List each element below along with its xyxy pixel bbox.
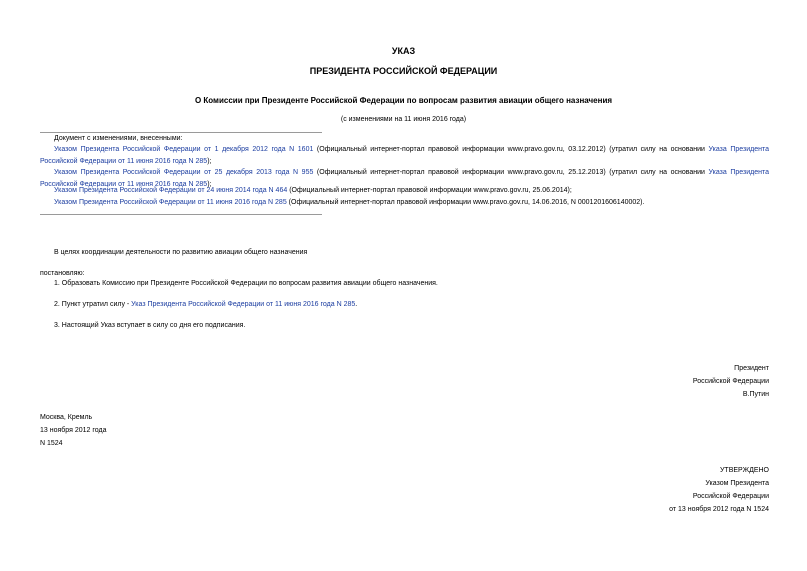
doc-issuer: ПРЕЗИДЕНТА РОССИЙСКОЙ ФЕДЕРАЦИИ xyxy=(309,66,498,76)
amendment-link[interactable]: Указом Президента Российской Федерации от 11 июня 2016 года N 285 xyxy=(54,199,287,206)
signature-line-3: В.Путин xyxy=(742,391,769,398)
amendment-item: Указом Президента Российской Федерации от 11 июня 2016 года N 285 (Официальный интернет-портал правовой информации www.pravo.gov.ru, 14.06.2016, N 0001201606140002). xyxy=(54,199,645,206)
signature-block xyxy=(693,362,769,401)
resolve-word: постановляю: xyxy=(40,270,85,277)
place-date: 13 ноября 2012 года xyxy=(40,427,107,434)
approval-line-4: от 13 ноября 2012 года N 1524 xyxy=(669,506,769,513)
doc-title: УКАЗ xyxy=(391,46,416,56)
paragraph-2: 2. Пункт утратил силу - Указ Президента Российской Федерации от 11 июня 2016 года N 285. xyxy=(54,301,358,308)
amendment-link[interactable]: Указом Президента Российской Федерации от 25 декабря 2013 года N 955 xyxy=(54,169,314,176)
signature-line-2: Российской Федерации xyxy=(692,378,769,385)
amendment-link[interactable]: Указом Президента Российской Федерации от 24 июня 2014 года N 464 xyxy=(54,187,288,194)
doc-subject: О Комиссии при Президенте Российской Федерации по вопросам развития авиации общего назначения xyxy=(194,96,613,105)
amendment-repeal-link[interactable]: Указа Президента Российской Федерации от 11 июня 2016 года N 285 xyxy=(40,169,769,188)
amendment-item: Указом Президента Российской Федерации от 24 июня 2014 года N 464 (Официальный интернет-портал правовой информации www.pravo.gov.ru, 25.06.2014); xyxy=(54,187,572,194)
signature-line-1: Президент xyxy=(734,365,769,372)
amendment-link[interactable]: Указом Президента Российской Федерации от 1 декабря 2012 года N 1601 xyxy=(54,146,314,153)
amendments-header: Документ с изменениями, внесенными: xyxy=(54,135,183,142)
preamble: В целях координации деятельности по развитию авиации общего назначения xyxy=(54,249,308,256)
amendment-repeal-link[interactable]: Указа Президента Российской Федерации от 11 июня 2016 года N 285 xyxy=(40,146,769,165)
place-number: N 1524 xyxy=(40,440,63,447)
amendment-item: Указом Президента Российской Федерации от 1 декабря 2012 года N 1601 (Официальный интернет-портал правовой информации www.pravo.gov.ru, 03.12.2012) (утратил силу на основании Указа Президента Российской Федерации от 11 июня 2016 года N 285); xyxy=(40,146,769,165)
amendment-item: Указом Президента Российской Федерации от 25 декабря 2013 года N 955 (Официальный интернет-портал правовой информации www.pravo.gov.ru, 25.12.2013) (утратил силу на основании Указа Президента Российской Федерации от 11 июня 2016 года N 285); xyxy=(40,169,769,188)
amendment-note: (с изменениями на 11 июня 2016 года) xyxy=(340,116,467,123)
paragraph-1: 1. Образовать Комиссию при Президенте Российской Федерации по вопросам развития авиации общего назначения. xyxy=(54,280,438,287)
approval-line-3: Российской Федерации xyxy=(692,493,769,500)
approval-block xyxy=(669,464,769,516)
bottom-rule xyxy=(40,214,322,215)
place-date-block xyxy=(40,411,106,450)
place-city: Москва, Кремль xyxy=(40,414,93,421)
paragraph-3: 3. Настоящий Указ вступает в силу со дня его подписания. xyxy=(54,322,246,329)
approval-line-2: Указом Президента xyxy=(705,480,769,487)
repeal-link[interactable]: Указ Президента Российской Федерации от 11 июня 2016 года N 285 xyxy=(131,301,356,308)
approval-line-1: УТВЕРЖДЕНО xyxy=(719,467,769,474)
